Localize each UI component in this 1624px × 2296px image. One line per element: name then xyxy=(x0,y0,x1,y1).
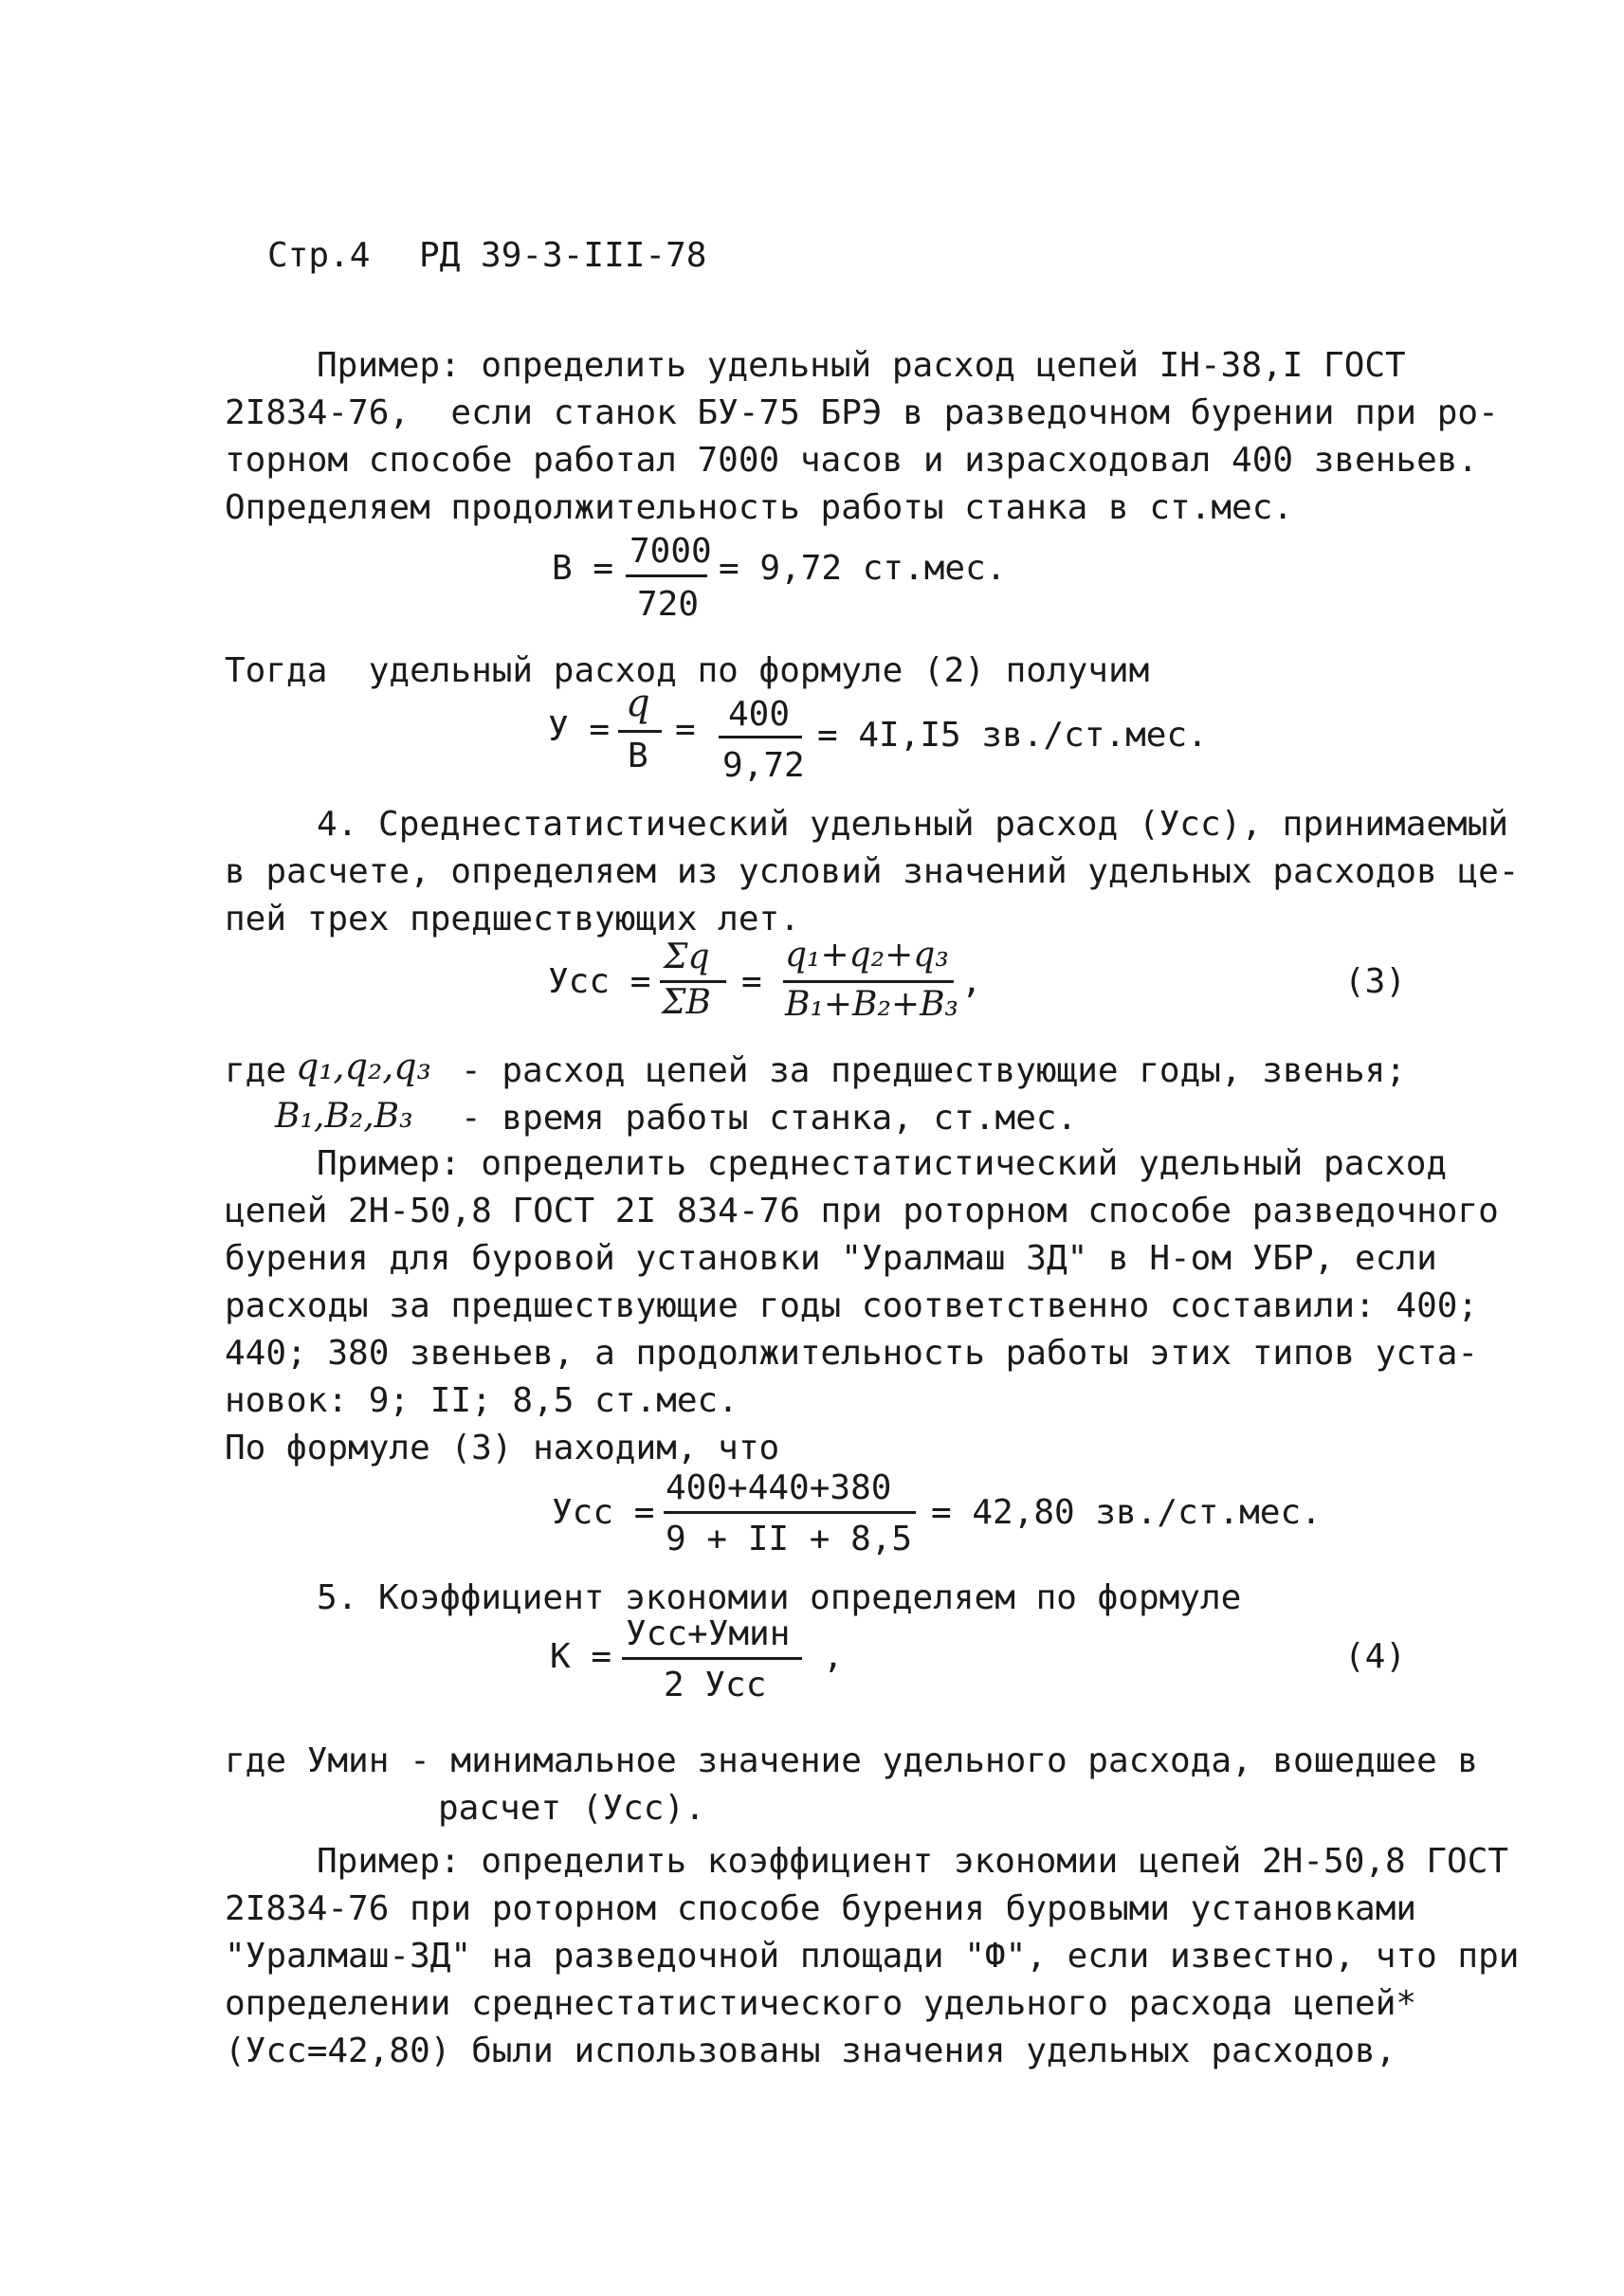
formula-numerator: q₁+q₂+q₃ xyxy=(785,936,949,975)
formula-numerator: Σq xyxy=(664,938,710,976)
text-line: где Умин - минимальное значение удельного расхода, вошедшее в xyxy=(225,1741,1479,1780)
text-line: бурения для буровой установки "Уралмаш 3Д" в Н-ом УБР, если xyxy=(225,1239,1437,1278)
text-line: (Усс=42,80) были использованы значения удельных расходов, xyxy=(225,2032,1396,2070)
formula-equals: = xyxy=(675,710,696,749)
formula-denominator: 720 xyxy=(637,585,700,624)
text-line: пей трех предшествующих лет. xyxy=(225,900,800,938)
formula-lhs: В = xyxy=(552,549,614,588)
text-line: По формуле (3) находим, что xyxy=(225,1429,780,1467)
text-line: "Уралмаш-3Д" на разведочной площади "Ф", если известно, что при xyxy=(225,1937,1520,1976)
fraction-bar xyxy=(618,730,662,733)
formula-numerator: 400+440+380 xyxy=(666,1468,892,1507)
formula-equals: = xyxy=(741,962,762,1001)
symbol-b: В₁,В₂,В₃ xyxy=(275,1097,413,1136)
text-line: в расчете, определяем из условий значений удельных расходов це- xyxy=(225,852,1520,891)
formula-lhs: К = xyxy=(550,1637,612,1676)
formula-lhs: Усс = xyxy=(548,962,651,1001)
text-line: 2I834-76 при роторном способе бурения буровыми установками xyxy=(225,1889,1417,1928)
formula-result: = 4I,I5 зв./ст.мес. xyxy=(817,716,1208,755)
formula-numerator: 400 xyxy=(728,695,791,734)
formula-denominator: В xyxy=(628,737,648,775)
text-line: новок: 9; II; 8,5 ст.мес. xyxy=(225,1381,739,1420)
text-line: - расход цепей за предшествующие годы, звенья; xyxy=(461,1051,1406,1090)
formula-lhs: У = xyxy=(548,710,611,749)
text-line: Пример: определить коэффициент экономии цепей 2Н-50,8 ГОСТ xyxy=(317,1842,1509,1881)
formula-number: (3) xyxy=(1344,962,1407,1001)
page-number: Стр.4 xyxy=(267,236,371,275)
formula-numerator: Усс+Умин xyxy=(626,1614,791,1653)
formula-lhs: Усс = xyxy=(552,1493,655,1532)
fraction-bar xyxy=(626,574,707,577)
text-line: - время работы станка, ст.мес. xyxy=(461,1099,1078,1138)
text-line: расходы за предшествующие годы соответственно составили: 400; xyxy=(225,1286,1479,1325)
formula-comma: , xyxy=(961,962,982,1001)
fraction-bar xyxy=(664,1511,916,1514)
formula-comma: , xyxy=(823,1637,844,1676)
formula-denominator: 9,72 xyxy=(722,746,805,785)
text-line: определении среднестатистического удельного расхода цепей* xyxy=(225,1984,1417,2023)
text-line: 2I834-76, если станок БУ-75 БРЭ в разведочном бурении при ро- xyxy=(225,393,1499,432)
formula-numerator: 7000 xyxy=(630,532,712,571)
formula-result: = 42,80 зв./ст.мес. xyxy=(931,1493,1322,1532)
document-code: РД 39-3-III-78 xyxy=(419,236,707,275)
text-line: торном способе работал 7000 часов и израсходовал 400 звеньев. xyxy=(225,441,1479,480)
text-line: Определяем продолжительность работы станка в ст.мес. xyxy=(225,488,1294,527)
fraction-bar xyxy=(622,1657,802,1660)
formula-denominator: ΣВ xyxy=(662,983,711,1022)
formula-result: = 9,72 ст.мес. xyxy=(719,549,1007,588)
text-line: Пример: определить среднестатистический удельный расход xyxy=(317,1144,1448,1183)
symbol-q: q₁,q₂,q₃ xyxy=(296,1046,431,1087)
text-line: цепей 2Н-50,8 ГОСТ 2I 834-76 при роторном способе разведочного xyxy=(225,1192,1499,1230)
text-line: Пример: определить удельный расход цепей IН-38,I ГОСТ xyxy=(317,346,1406,385)
formula-denominator: 2 Усс xyxy=(664,1666,767,1704)
fraction-bar xyxy=(719,736,802,738)
fraction-bar xyxy=(783,980,954,983)
text-line: расчет (Усс). xyxy=(438,1789,705,1828)
formula-denominator: В₁+В₂+В₃ xyxy=(785,985,958,1024)
text-line: 4. Среднестатистический удельный расход (Усс), принимаемый xyxy=(317,805,1509,844)
formula-number: (4) xyxy=(1344,1637,1407,1676)
formula-numerator: q xyxy=(626,682,650,725)
formula-denominator: 9 + II + 8,5 xyxy=(666,1520,913,1558)
text-line: 5. Коэффициент экономии определяем по формуле xyxy=(317,1578,1242,1617)
text-line: 440; 380 звеньев, а продолжительность работы этих типов уста- xyxy=(225,1334,1479,1373)
where-label: где xyxy=(225,1051,287,1090)
text-line: Тогда удельный расход по формуле (2) получим xyxy=(225,651,1150,690)
